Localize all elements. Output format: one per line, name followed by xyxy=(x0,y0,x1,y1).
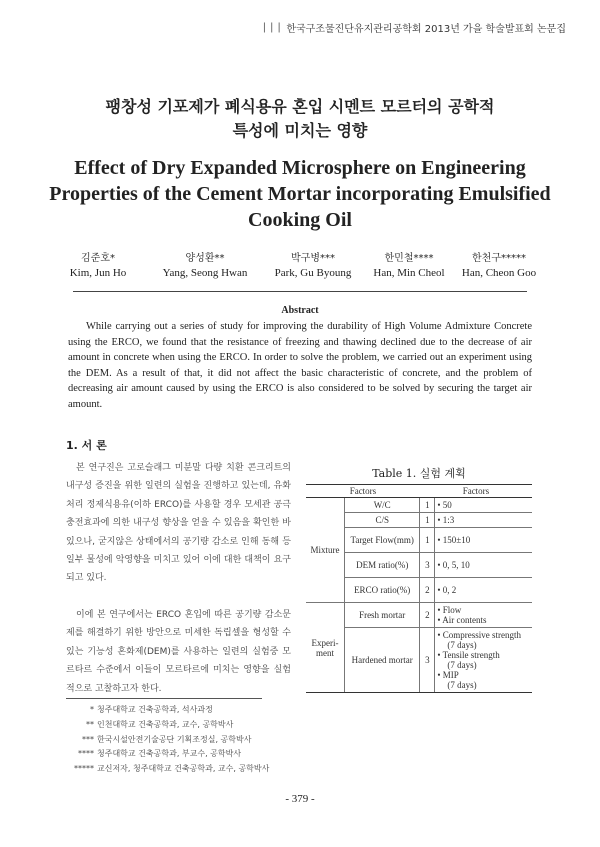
author-divider xyxy=(73,291,527,292)
page-number: - 379 - xyxy=(285,793,315,805)
footnote-text: 청주대학교 건축공학과, 부교수, 공학박사 xyxy=(97,749,242,759)
abstract-text: While carrying out a series of study for improving the durability of High Volume Admixture Concrete using the ERCO, we found that the resistance of freezing and thawing declined due to the decrease of air amount in concrete when using the ERCO. In order to solve the problem, we carried out an experiment using the DEM. As a result of that, it did not affect the basic characteristic of concrete, and the problem of decreasing air amount caused by using the ERCO is also considered to be solved by securing the target air amount. xyxy=(68,321,532,410)
author-ko-name: 김준호* xyxy=(81,253,115,264)
author-1 xyxy=(48,252,148,280)
author-en-name: Han, Min Cheol xyxy=(373,267,445,279)
footnotes xyxy=(60,703,269,777)
footnote-text: 청주대학교 건축공학과, 석사과정 xyxy=(97,705,213,714)
author-ko-name: 한민철**** xyxy=(384,253,434,264)
footnote-text: 인천대학교 건축공학과, 교수, 공학박사 xyxy=(97,719,234,729)
list-item: • Compressive strength xyxy=(437,630,522,640)
header-mark-icon: ❘❘❘ xyxy=(260,22,283,33)
table-cell: Hardened mortar xyxy=(345,628,420,693)
table xyxy=(306,484,532,693)
table-cell: W/C xyxy=(345,498,420,513)
table-cell: 3 xyxy=(420,628,435,693)
list-item: (7 days) xyxy=(447,680,477,690)
english-title-line-1: Effect of Dry Expanded Microsphere on Engineering xyxy=(74,157,526,179)
table-row xyxy=(306,603,532,628)
list-item: • Flow xyxy=(437,605,462,615)
intro-paragraph-2: 이에 본 연구에서는 ERCO 혼입에 따른 공기량 감소문제를 해결하기 위한 방안으로 미세한 독립셀을 형성할 수 있는 기능성 혼화제(DEM)를 사용하는 일련의 실험중 모르타르 수준에서 이들이 모르타르에 미치는 영향을 실험적으로 고찰하고자 한다. xyxy=(66,610,291,694)
table-cell: 3 xyxy=(420,553,435,578)
list-item: • Tensile strength xyxy=(437,650,500,660)
table-cell: • 150±10 xyxy=(435,528,532,553)
footnote-item xyxy=(60,762,269,777)
english-title-line-2: Properties of the Cement Mortar incorporating Emulsified xyxy=(49,183,551,205)
english-title-line-3: Cooking Oil xyxy=(248,209,352,231)
list-item: (7 days) xyxy=(447,640,477,650)
footnote-mark: ** xyxy=(86,719,94,729)
footnote-item xyxy=(60,747,269,762)
header-text: 한국구조물진단유지관리공학회 2013년 가을 학술발표회 논문집 xyxy=(286,24,566,35)
author-3 xyxy=(258,252,368,280)
korean-title xyxy=(0,95,600,143)
footnote-item xyxy=(60,733,269,748)
author-ko-name: 양성환** xyxy=(185,253,225,264)
table-cell: C/S xyxy=(345,513,420,528)
korean-title-line-2: 특성에 미치는 영향 xyxy=(232,121,368,140)
mixture-group-label: Mixture xyxy=(306,498,345,603)
table-header-cell: Factors xyxy=(306,485,420,498)
footnote-item xyxy=(60,703,269,718)
table-cell: • 0, 5, 10 xyxy=(435,553,532,578)
table-cell: Fresh mortar xyxy=(345,603,420,628)
abstract-heading: Abstract xyxy=(281,305,319,316)
table-cell: 2 xyxy=(420,578,435,603)
experiment-plan-table xyxy=(306,465,532,693)
author-en-name: Han, Cheon Goo xyxy=(461,267,537,279)
footnote-mark: *** xyxy=(82,734,94,744)
author-ko-name: 박구병*** xyxy=(291,253,335,264)
author-2 xyxy=(150,252,260,280)
footnote-mark: * xyxy=(90,705,94,714)
list-item: • MIP xyxy=(437,670,459,680)
table-header-cell: Factors xyxy=(420,485,532,498)
korean-title-line-1: 팽창성 기포제가 폐식용유 혼입 시멘트 모르터의 공학적 xyxy=(105,97,495,116)
footnote-text: 교신저자, 청주대학교 건축공학과, 교수, 공학박사 xyxy=(97,764,270,774)
table-cell xyxy=(435,628,532,693)
list-item: (7 days) xyxy=(447,660,477,670)
footnote-mark: **** xyxy=(78,749,94,759)
intro-paragraph-1: 본 연구진은 고로슬래그 미분말 다량 치환 콘크리트의 내구성 증진을 위한 일련의 실험을 진행하고 있는데, 유화처리 정제식용유(이하 ERCO)를 사용할 경우 모세관 공극충전효과에 의한 내구성 향상을 얻을 수 있음을 확인한 바 있으나, 굳지않은 상태에서의 공기량 감소로 인해 동해 등 일부 물성에 악영향을 미치고 있어 이에 대한 대책이 요구되고 있다. xyxy=(66,463,291,584)
footnote-divider xyxy=(66,698,262,699)
footnote-item xyxy=(60,718,269,733)
author-5 xyxy=(444,252,554,280)
running-header xyxy=(260,20,566,35)
table-cell: • 0, 2 xyxy=(435,578,532,603)
footnote-mark: ***** xyxy=(74,764,94,774)
table-cell: 1 xyxy=(420,528,435,553)
table-header-row xyxy=(306,485,532,498)
table-cell: 1 xyxy=(420,513,435,528)
table-row xyxy=(306,498,532,513)
table-cell: 1 xyxy=(420,498,435,513)
author-en-name: Yang, Seong Hwan xyxy=(162,267,248,279)
table-cell: • 1:3 xyxy=(435,513,532,528)
table-cell: 2 xyxy=(420,603,435,628)
section-heading: 1. 서 론 xyxy=(66,439,107,452)
table-cell: Target Flow(mm) xyxy=(345,528,420,553)
english-title xyxy=(0,155,600,233)
author-en-name: Kim, Jun Ho xyxy=(69,267,127,279)
table-caption: Table 1. 실험 계획 xyxy=(372,467,466,480)
list-item: • Air contents xyxy=(437,615,487,625)
author-ko-name: 한천구***** xyxy=(472,253,526,264)
author-en-name: Park, Gu Byoung xyxy=(274,267,352,279)
table-cell: ERCO ratio(%) xyxy=(345,578,420,603)
table-cell: • 50 xyxy=(435,498,532,513)
table-cell: DEM ratio(%) xyxy=(345,553,420,578)
table-cell xyxy=(435,603,532,628)
experiment-group-label: Experi-ment xyxy=(306,603,345,693)
footnote-text: 한국시설안전기술공단 기획조정실, 공학박사 xyxy=(97,734,252,744)
